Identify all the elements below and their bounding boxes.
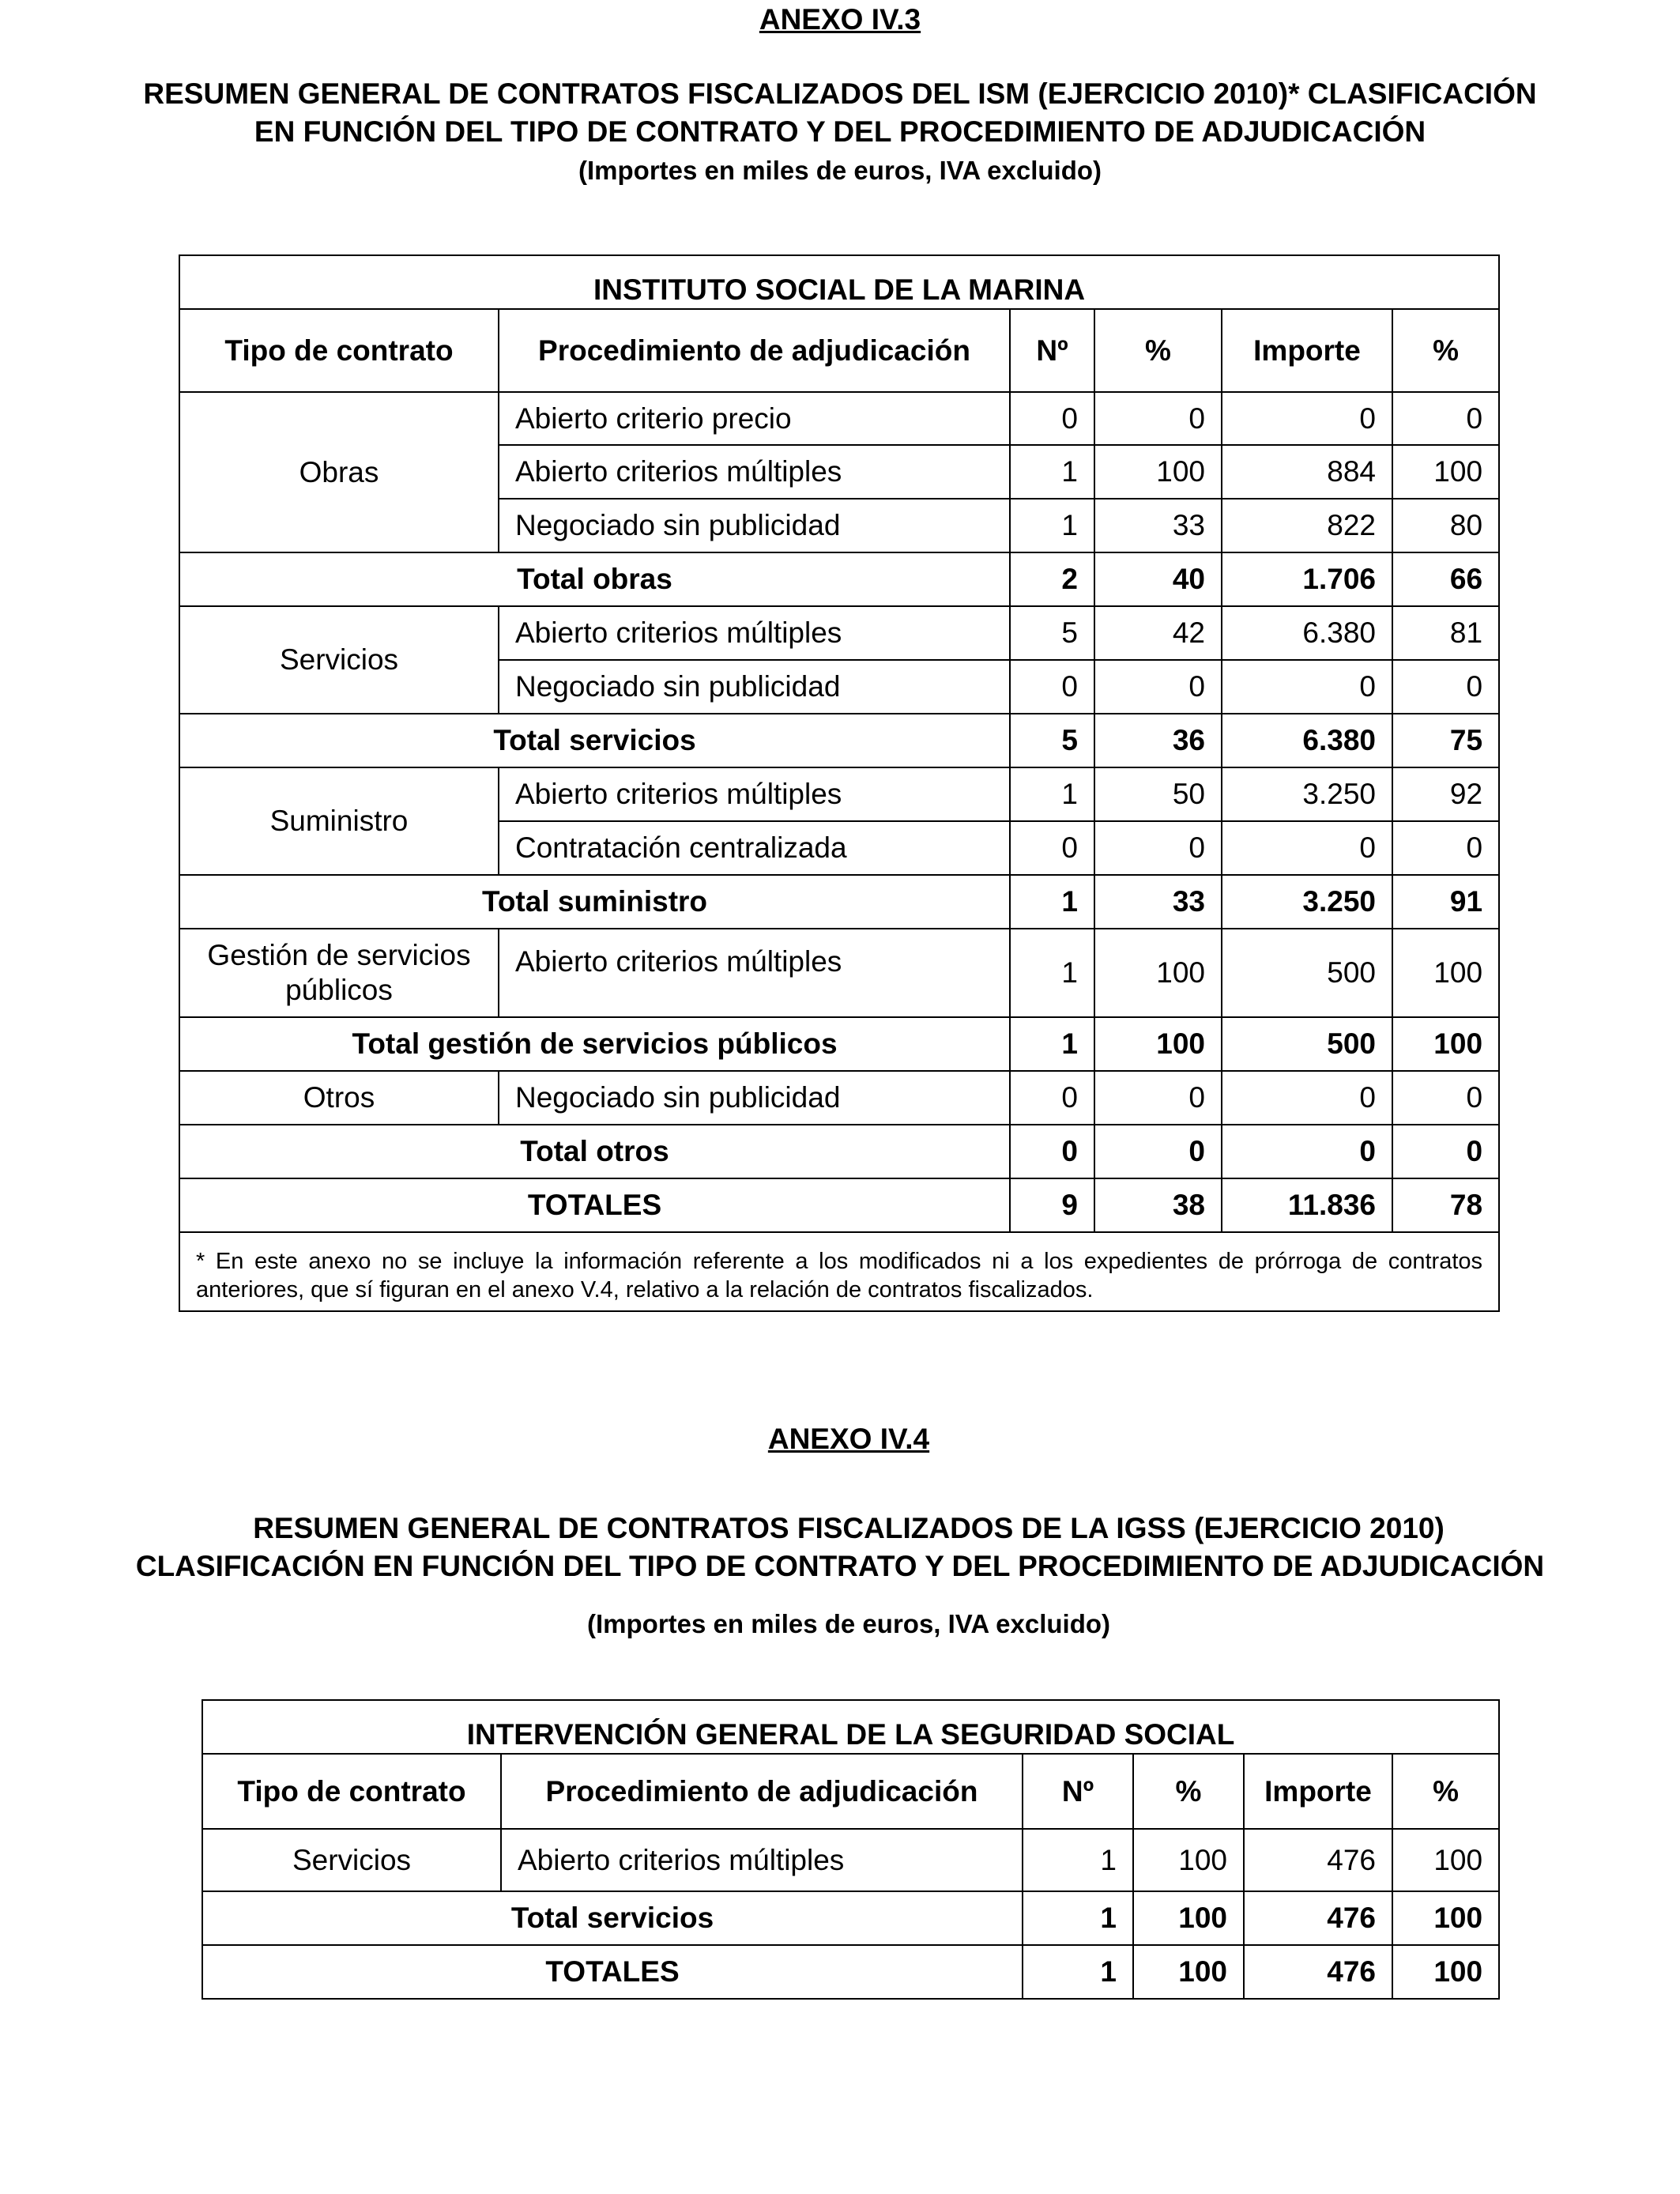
col-header-importe: Importe — [1244, 1754, 1392, 1829]
anexo-iv4-title-line1: RESUMEN GENERAL DE CONTRATOS FISCALIZADOS DE LA IGSS (EJERCICIO 2010) — [253, 1512, 1445, 1544]
cell-procedimiento: Abierto criterios múltiples — [501, 1829, 1023, 1891]
total-pct-numero: 36 — [1094, 714, 1222, 767]
col-header-tipo: Tipo de contrato — [179, 309, 499, 392]
cell-pct-numero: 50 — [1094, 767, 1222, 821]
total-numero: 5 — [1010, 714, 1094, 767]
total-importe: 500 — [1222, 1017, 1392, 1071]
cell-pct-numero: 0 — [1094, 392, 1222, 445]
grand-total-importe: 476 — [1244, 1945, 1392, 1999]
total-pct-numero: 100 — [1133, 1891, 1244, 1945]
grand-total-label: TOTALES — [179, 1178, 1010, 1232]
cell-importe: 476 — [1244, 1829, 1392, 1891]
cell-pct-numero: 100 — [1094, 445, 1222, 499]
cell-pct-numero: 100 — [1094, 929, 1222, 1017]
cell-importe: 500 — [1222, 929, 1392, 1017]
table-row — [179, 929, 1499, 1017]
total-pct-importe: 66 — [1392, 552, 1499, 606]
total-pct-importe: 100 — [1392, 1891, 1499, 1945]
tipo-servicios: Servicios — [202, 1829, 501, 1891]
total-importe: 6.380 — [1222, 714, 1392, 767]
total-pct-importe: 91 — [1392, 875, 1499, 929]
cell-importe: 0 — [1222, 821, 1392, 875]
cell-numero: 1 — [1010, 929, 1094, 1017]
cell-numero: 0 — [1010, 1071, 1094, 1125]
total-pct-numero: 33 — [1094, 875, 1222, 929]
cell-numero: 1 — [1023, 1829, 1133, 1891]
cell-pct-importe: 0 — [1392, 1071, 1499, 1125]
total-row-servicios — [179, 714, 1499, 767]
anexo-iv4-title-line2: CLASIFICACIÓN EN FUNCIÓN DEL TIPO DE CONTRATO Y DEL PROCEDIMIENTO DE ADJUDICACIÓN — [135, 1550, 1545, 1582]
cell-pct-importe: 92 — [1392, 767, 1499, 821]
total-numero: 1 — [1010, 875, 1094, 929]
cell-pct-importe: 0 — [1392, 821, 1499, 875]
total-pct-numero: 100 — [1094, 1017, 1222, 1071]
footnote: * En este anexo no se incluye la información referente a los modificados ni a los expedientes de prórroga de contratos anteriores, que sí figuran en el anexo V.4, relativo a la relación de contratos fiscalizados. — [179, 1232, 1499, 1311]
total-label: Total gestión de servicios públicos — [179, 1017, 1010, 1071]
cell-procedimiento: Abierto criterios múltiples — [499, 929, 1010, 1017]
anexo-iv3-heading: ANEXO IV.3 — [759, 3, 921, 36]
cell-numero: 1 — [1010, 445, 1094, 499]
cell-pct-importe: 100 — [1392, 1829, 1499, 1891]
col-header-numero: Nº — [1023, 1754, 1133, 1829]
tipo-servicios: Servicios — [179, 606, 499, 714]
grand-total-label: TOTALES — [202, 1945, 1023, 1999]
anexo-iv3-title-line2: EN FUNCIÓN DEL TIPO DE CONTRATO Y DEL PROCEDIMIENTO DE ADJUDICACIÓN — [254, 115, 1426, 148]
cell-pct-importe: 81 — [1392, 606, 1499, 660]
total-row-suministro — [179, 875, 1499, 929]
grand-total-pct-numero: 100 — [1133, 1945, 1244, 1999]
table-row — [179, 392, 1499, 445]
total-importe: 3.250 — [1222, 875, 1392, 929]
col-header-numero: Nº — [1010, 309, 1094, 392]
grand-total-pct-importe: 100 — [1392, 1945, 1499, 1999]
cell-pct-numero: 0 — [1094, 821, 1222, 875]
table-entity-title: INTERVENCIÓN GENERAL DE LA SEGURIDAD SOCIAL — [202, 1700, 1499, 1754]
cell-pct-numero: 100 — [1133, 1829, 1244, 1891]
cell-procedimiento: Negociado sin publicidad — [499, 1071, 1010, 1125]
total-importe: 0 — [1222, 1125, 1392, 1178]
table-header-row — [202, 1754, 1499, 1829]
total-row-otros — [179, 1125, 1499, 1178]
table-header-row — [179, 309, 1499, 392]
total-label: Total otros — [179, 1125, 1010, 1178]
cell-importe: 884 — [1222, 445, 1392, 499]
anexo-iv3-title-line1: RESUMEN GENERAL DE CONTRATOS FISCALIZADOS DEL ISM (EJERCICIO 2010)* CLASIFICACIÓN — [143, 77, 1537, 110]
cell-importe: 822 — [1222, 499, 1392, 552]
col-header-importe: Importe — [1222, 309, 1392, 392]
anexo-iv3-subtitle: (Importes en miles de euros, IVA excluido) — [578, 156, 1102, 185]
cell-importe: 0 — [1222, 392, 1392, 445]
grand-total-row — [179, 1178, 1499, 1232]
cell-importe: 0 — [1222, 660, 1392, 714]
cell-numero: 0 — [1010, 660, 1094, 714]
cell-procedimiento: Abierto criterio precio — [499, 392, 1010, 445]
total-importe: 1.706 — [1222, 552, 1392, 606]
cell-importe: 6.380 — [1222, 606, 1392, 660]
col-header-pct-importe: % — [1392, 1754, 1499, 1829]
grand-total-pct-numero: 38 — [1094, 1178, 1222, 1232]
total-numero: 1 — [1023, 1891, 1133, 1945]
total-pct-numero: 40 — [1094, 552, 1222, 606]
tipo-suministro: Suministro — [179, 767, 499, 875]
cell-importe: 0 — [1222, 1071, 1392, 1125]
total-numero: 2 — [1010, 552, 1094, 606]
cell-pct-importe: 0 — [1392, 392, 1499, 445]
total-label: Total suministro — [179, 875, 1010, 929]
col-header-procedimiento: Procedimiento de adjudicación — [499, 309, 1010, 392]
grand-total-importe: 11.836 — [1222, 1178, 1392, 1232]
cell-numero: 0 — [1010, 392, 1094, 445]
anexo-iv4-subtitle: (Importes en miles de euros, IVA excluido) — [587, 1609, 1110, 1638]
cell-numero: 1 — [1010, 499, 1094, 552]
cell-numero: 5 — [1010, 606, 1094, 660]
cell-procedimiento: Contratación centralizada — [499, 821, 1010, 875]
total-numero: 1 — [1010, 1017, 1094, 1071]
cell-pct-importe: 80 — [1392, 499, 1499, 552]
anexo-iv4-heading: ANEXO IV.4 — [767, 1423, 930, 1455]
cell-numero: 0 — [1010, 821, 1094, 875]
tipo-otros: Otros — [179, 1071, 499, 1125]
cell-pct-importe: 100 — [1392, 929, 1499, 1017]
cell-importe: 3.250 — [1222, 767, 1392, 821]
col-header-pct-numero: % — [1133, 1754, 1244, 1829]
cell-procedimiento: Negociado sin publicidad — [499, 660, 1010, 714]
total-pct-numero: 0 — [1094, 1125, 1222, 1178]
grand-total-row — [202, 1945, 1499, 1999]
grand-total-numero: 9 — [1010, 1178, 1094, 1232]
col-header-tipo: Tipo de contrato — [202, 1754, 501, 1829]
cell-procedimiento: Negociado sin publicidad — [499, 499, 1010, 552]
cell-numero: 1 — [1010, 767, 1094, 821]
tipo-gestion-servicios-publicos: Gestión de servicios públicos — [179, 929, 499, 1017]
total-pct-importe: 0 — [1392, 1125, 1499, 1178]
cell-procedimiento: Abierto criterios múltiples — [499, 606, 1010, 660]
cell-procedimiento: Abierto criterios múltiples — [499, 767, 1010, 821]
total-row-obras — [179, 552, 1499, 606]
cell-procedimiento: Abierto criterios múltiples — [499, 445, 1010, 499]
tipo-obras: Obras — [179, 392, 499, 552]
total-importe: 476 — [1244, 1891, 1392, 1945]
grand-total-pct-importe: 78 — [1392, 1178, 1499, 1232]
table-row — [179, 1071, 1499, 1125]
igss-table — [202, 1699, 1500, 2000]
cell-pct-numero: 33 — [1094, 499, 1222, 552]
table-row — [179, 606, 1499, 660]
col-header-pct-importe: % — [1392, 309, 1499, 392]
col-header-procedimiento: Procedimiento de adjudicación — [501, 1754, 1023, 1829]
total-label: Total servicios — [202, 1891, 1023, 1945]
cell-pct-importe: 0 — [1392, 660, 1499, 714]
cell-pct-numero: 42 — [1094, 606, 1222, 660]
grand-total-numero: 1 — [1023, 1945, 1133, 1999]
total-label: Total obras — [179, 552, 1010, 606]
col-header-pct-numero: % — [1094, 309, 1222, 392]
cell-pct-numero: 0 — [1094, 1071, 1222, 1125]
total-numero: 0 — [1010, 1125, 1094, 1178]
cell-pct-importe: 100 — [1392, 445, 1499, 499]
table-entity-title: INSTITUTO SOCIAL DE LA MARINA — [179, 255, 1499, 309]
total-row-servicios — [202, 1891, 1499, 1945]
table-row — [202, 1829, 1499, 1891]
cell-pct-numero: 0 — [1094, 660, 1222, 714]
ism-table — [179, 254, 1500, 1312]
total-row-gestion — [179, 1017, 1499, 1071]
table-row — [179, 767, 1499, 821]
total-label: Total servicios — [179, 714, 1010, 767]
total-pct-importe: 75 — [1392, 714, 1499, 767]
total-pct-importe: 100 — [1392, 1017, 1499, 1071]
